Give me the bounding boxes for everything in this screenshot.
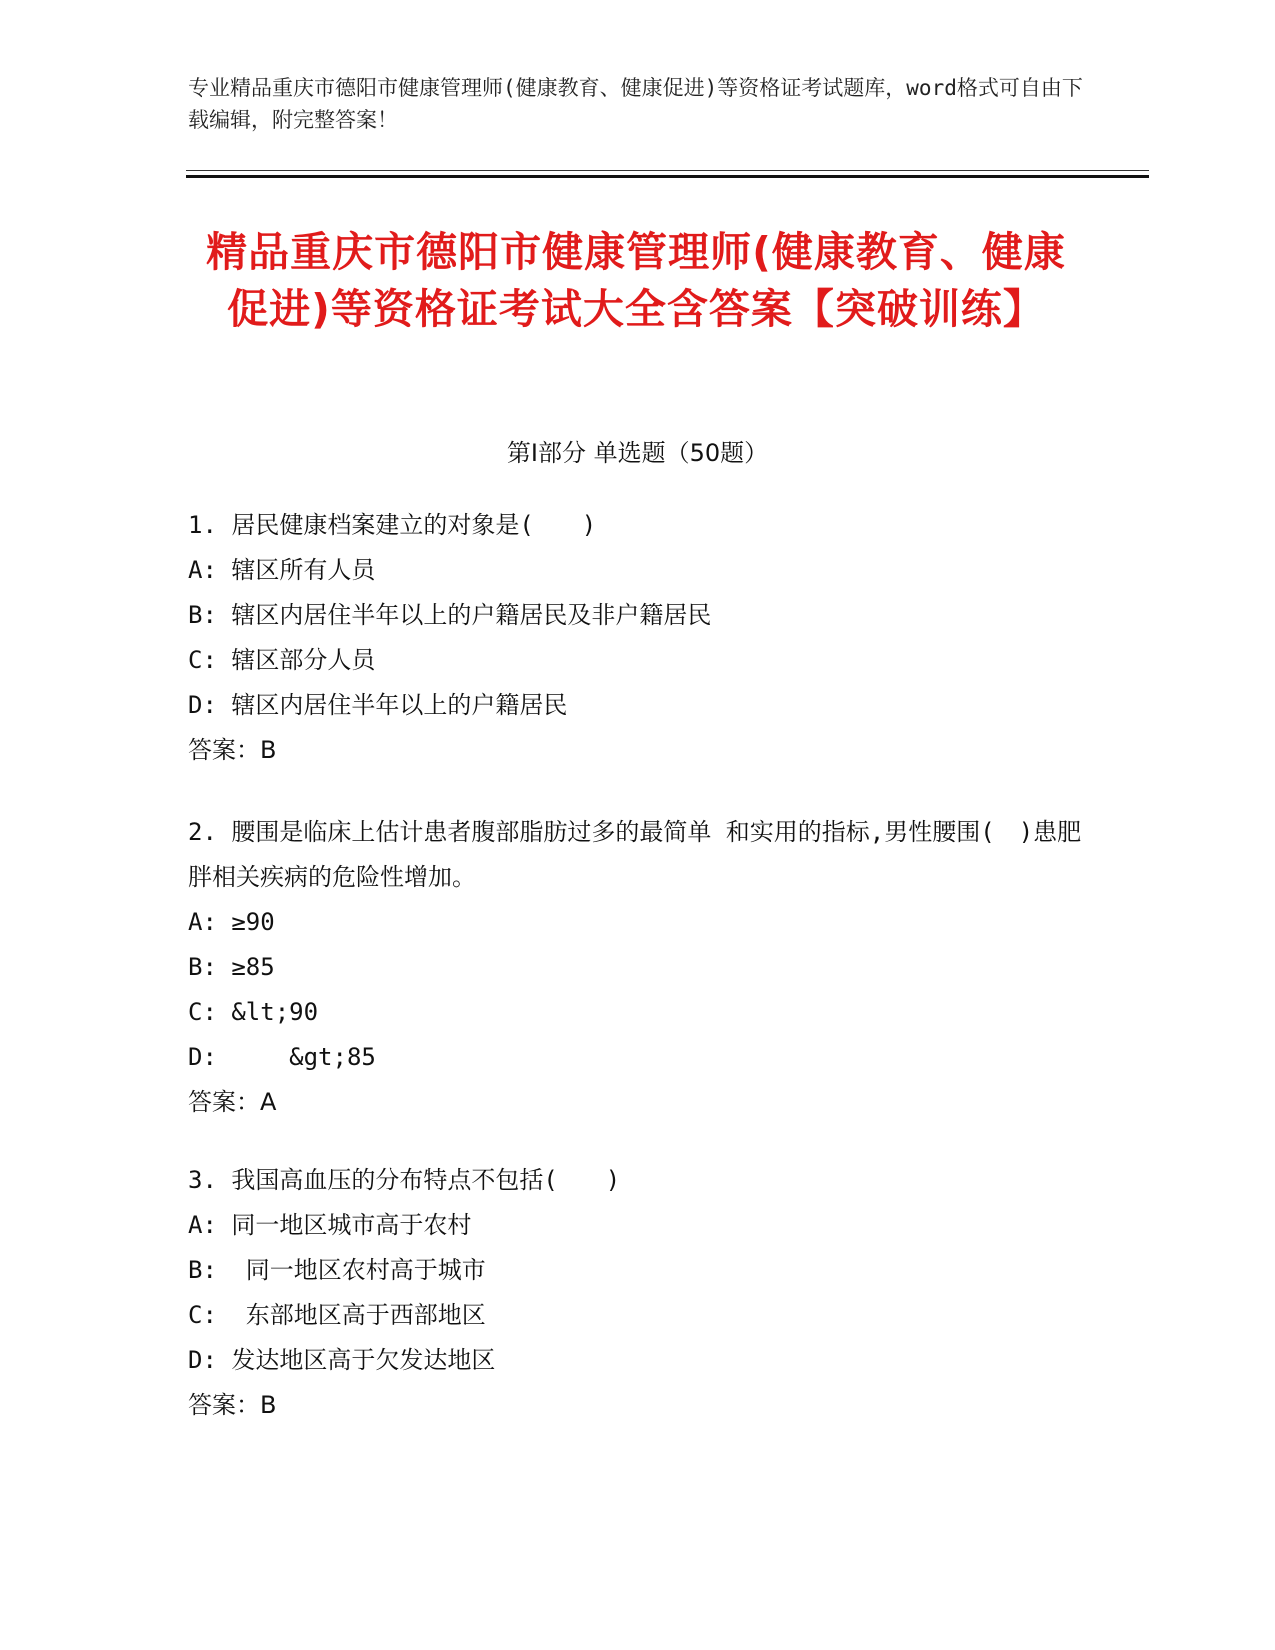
option-c: C: &lt;90 <box>188 998 319 1026</box>
option-b: B: 辖区内居住半年以上的户籍居民及非户籍居民 <box>188 601 712 629</box>
question-2 <box>188 810 1088 1125</box>
header-rule-thick <box>186 175 1149 178</box>
document-title: 精品重庆市德阳市健康管理师(健康教育、健康促进)等资格证考试大全含答案【突破训练】 <box>206 228 1066 333</box>
option-c: C: 辖区部分人员 <box>188 646 376 674</box>
option-a: A: ≥90 <box>188 908 275 936</box>
section-title: 第Ⅰ部分 单选题（50题） <box>506 439 769 467</box>
option-b: B: 同一地区农村高于城市 <box>188 1256 486 1284</box>
answer-label: 答案：B <box>188 736 277 764</box>
answer-label: 答案：A <box>188 1088 277 1116</box>
option-d: D: 发达地区高于欠发达地区 <box>188 1346 496 1374</box>
question-stem: 3. 我国高血压的分布特点不包括( ) <box>188 1166 621 1194</box>
option-a: A: 同一地区城市高于农村 <box>188 1211 472 1239</box>
question-3 <box>188 1158 1088 1428</box>
option-d: D: &gt;85 <box>188 1043 376 1071</box>
option-b: B: ≥85 <box>188 953 275 981</box>
option-a: A: 辖区所有人员 <box>188 556 376 584</box>
question-stem: 1. 居民健康档案建立的对象是( ) <box>188 511 597 539</box>
answer-label: 答案：B <box>188 1391 277 1419</box>
option-d: D: 辖区内居住半年以上的户籍居民 <box>188 691 568 719</box>
question-stem: 2. 腰围是临床上估计患者腹部脂肪过多的最简单 和实用的指标,男性腰围( )患肥胖相关疾病的危险性增加。 <box>188 818 1082 891</box>
header-note: 专业精品重庆市德阳市健康管理师(健康教育、健康促进)等资格证考试题库，word格式可自由下载编辑，附完整答案！ <box>188 76 1083 132</box>
option-c: C: 东部地区高于西部地区 <box>188 1301 486 1329</box>
question-1 <box>188 503 1088 773</box>
header-rule-thin <box>186 170 1149 171</box>
